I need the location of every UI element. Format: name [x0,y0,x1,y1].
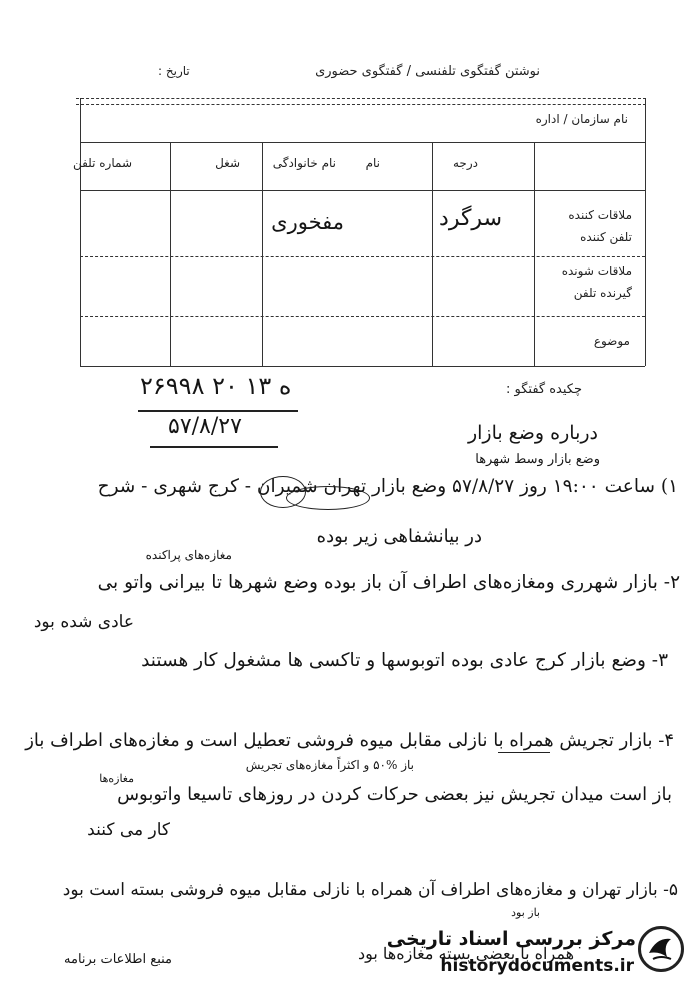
doc-number: ۲۶۹۹۸ ۲۰ ه ۱۳ [140,372,292,400]
subject-label: موضوع [593,334,630,348]
col-divider-3 [432,142,433,366]
body-heading-2: وضع بازار وسط شهرها [475,452,600,467]
col-header-phone: شماره تلفن [72,156,132,170]
row2-label-visited: ملاقات شونده [561,264,632,278]
form-title: نوشتن گفتگوی تلفنسی / گفتگوی حضوری [315,64,540,79]
doc-date: ۵۷/۸/۲۷ [168,414,242,439]
col-divider-4 [534,142,535,366]
doc-number-underline [138,410,298,412]
col-header-family: نام خانوادگی [272,156,336,170]
row-divider-1 [80,256,645,257]
row-divider-2 [80,316,645,317]
body-line-1: ۱) ساعت ۱۹:۰۰ روز ۵۷/۸/۲۷ وضع بازار تهران شمیران - کرج شهری - شرح [97,476,678,497]
table-top-dashed-line [76,98,646,99]
col-divider-1 [170,142,171,366]
row1-label-caller: تلفن کننده [580,230,632,244]
table-bottom-border [80,366,645,367]
watermark-text: مرکز بررسی اسناد تاریخی [386,928,636,950]
body-heading-1: درباره وضع بازار [467,422,598,444]
body-note-above-7: باز %۵۰ و اکثراً مغازه‌های تجریش [245,758,414,772]
summary-label: چکیده گفتگو : [505,382,582,397]
date-label: تاریخ : [158,64,190,78]
table-right-border [645,98,646,366]
col-divider-2 [262,142,263,366]
body-line-10-small: باز بود [511,906,540,919]
row2-label-receiver: گیرنده تلفن [573,286,632,300]
table-top-dashed-line-2 [76,104,646,105]
body-line-4: عادی شده بود [33,612,134,632]
col-header-rank: درجه [453,156,478,170]
row1-rank-value: سرگرد [439,206,502,231]
body-line-3: ۲- بازار شهرری ومغازه‌های اطراف آن باز بوده وضع شهرها تا بیرانی واتو بی [97,572,680,593]
body-line-2: در بیانشفاهی زیر بوده [316,526,482,547]
tajrish-underline [498,752,550,753]
watermark-url: historydocuments.ir [440,956,634,976]
body-line-7: باز است میدان تجریش نیز بعضی حرکات کردن در روزهای تاسیعا واتوبوس [117,784,672,805]
body-line-6: ۴- بازار تجریش همراه با نازلی مقابل میوه فروشی تعطیل است و مغازه‌های اطراف باز [25,730,674,751]
col-header-job: شغل [215,156,240,170]
circled-karaj [260,476,306,508]
watermark-logo-icon [638,926,684,972]
signature-label: منبع اطلاعات برنامه [64,952,172,967]
body-note-above-3: مغازه‌های پراکنده [145,548,232,562]
col-header-name: نام [365,156,380,170]
body-note-left-7: مغازه‌ها [99,772,134,785]
row1-label-visitor: ملاقات کننده [568,208,632,222]
body-line-8: کار می کنند [87,820,170,840]
table-left-border [80,98,81,366]
row1-family-value: مفخوری [271,210,344,234]
row-divider-org [80,142,645,143]
body-line-5: ۳- وضع بازار کرج عادی بوده اتوبوسها و تاکسی ها مشغول کار هستند [141,650,668,671]
body-line-9: ۵- بازار تهران و مغازه‌های اطراف آن همراه با نازلی مقابل میوه فروشی بسته است بود [62,880,678,900]
doc-date-underline [150,446,278,448]
org-label: نام سازمان / اداره [535,112,628,126]
body-line-10: همراه با بعضی بسته مغازه‌ها بود [357,944,574,963]
row-divider-header [80,190,645,191]
